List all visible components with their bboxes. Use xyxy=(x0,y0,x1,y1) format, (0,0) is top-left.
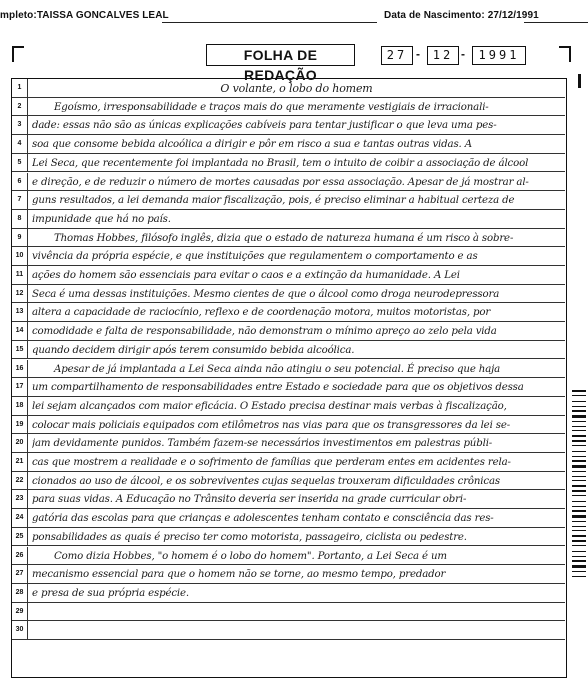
essay-text: Apesar de já implantada a Lei Seca ainda não atingiu o seu potencial. É preciso que haja xyxy=(54,363,501,375)
essay-line xyxy=(12,565,565,584)
line-number: 23 xyxy=(12,490,28,508)
line-number: 11 xyxy=(12,266,28,284)
essay-line xyxy=(12,79,565,98)
essay-line xyxy=(12,98,565,117)
line-number: 25 xyxy=(12,528,28,546)
essay-line xyxy=(12,135,565,154)
essay-line xyxy=(12,285,565,304)
essay-text: altera a capacidade de raciocínio, reflexo e de coordenação motora, muitos motoristas, por xyxy=(32,307,491,319)
essay-text: Egoísmo, irresponsabilidade e traços mais do que meramente vestigiais de irracionali- xyxy=(54,101,489,113)
essay-line xyxy=(12,528,565,547)
essay-text: ponsabilidades as quais é preciso ter como motorista, passageiro, ciclista ou pedestre. xyxy=(32,531,467,543)
line-number: 3 xyxy=(12,116,28,134)
date-day-box: 27 xyxy=(381,46,413,65)
line-number: 19 xyxy=(12,416,28,434)
essay-text: comodidade e falta de responsabilidade, não demonstram o mínimo apreço ao zelo pela vida xyxy=(32,326,497,338)
essay-line xyxy=(12,472,565,491)
essay-text: guns resultados, a lei demanda maior fiscalização, pois, é preciso eliminar a habitual certeza de xyxy=(32,195,515,207)
essay-line xyxy=(12,584,565,603)
essay-text: mecanismo essencial para que o homem não se torne, ao mesmo tempo, predador xyxy=(32,569,446,581)
line-number: 24 xyxy=(12,509,28,527)
line-number: 29 xyxy=(12,603,28,621)
essay-line xyxy=(12,416,565,435)
essay-text: Como dizia Hobbes, "o homem é o lobo do homem". Portanto, a Lei Seca é um xyxy=(54,550,447,562)
essay-line xyxy=(12,378,565,397)
essay-text: vivência da própria espécie, e que instituições que regulamentem o comportamento e as xyxy=(32,251,478,263)
essay-title: O volante, o lobo do homem xyxy=(220,82,373,95)
name-value: TAISSA GONCALVES LEAL xyxy=(36,10,169,21)
line-number: 14 xyxy=(12,322,28,340)
date-month-box: 12 xyxy=(427,46,459,65)
essay-text: Seca é uma dessas instituições. Mesmo cientes de que o álcool como droga neurodepressora xyxy=(32,288,500,300)
essay-line xyxy=(12,116,565,135)
essay-line xyxy=(12,509,565,528)
essay-line xyxy=(12,397,565,416)
essay-line xyxy=(12,266,565,285)
essay-line xyxy=(12,322,565,341)
line-number: 27 xyxy=(12,565,28,583)
line-number: 13 xyxy=(12,303,28,321)
line-number: 30 xyxy=(12,621,28,639)
line-number: 2 xyxy=(12,98,28,116)
essay-text: dade: essas não são as únicas explicações cabíveis para tentar justificar o que leva uma pes- xyxy=(32,120,497,132)
essay-line xyxy=(12,210,565,229)
essay-line xyxy=(12,173,565,192)
essay-line xyxy=(12,154,565,173)
corner-mark-right xyxy=(559,46,571,62)
birth-underline xyxy=(524,22,588,23)
form-title: FOLHA DE REDAÇÃO xyxy=(206,44,355,66)
essay-text: jam devidamente punidos. Também fazem-se necessários investimentos em palestras públi- xyxy=(32,438,493,450)
essay-text xyxy=(32,621,561,639)
line-number: 26 xyxy=(12,547,28,565)
essay-text: Thomas Hobbes, filósofo inglês, dizia que o estado de natureza humana é um risco à sobre- xyxy=(54,232,514,244)
essay-text: soa que consome bebida alcoólica a dirigir e pôr em risco a sua e tantas outras vidas. A xyxy=(32,139,472,151)
line-number: 6 xyxy=(12,173,28,191)
line-number: 16 xyxy=(12,360,28,378)
essay-text: Lei Seca, que recentemente foi implantada no Brasil, tem o intuito de coibir a associação de álcool xyxy=(32,157,529,169)
birth-value: 27/12/1991 xyxy=(487,10,539,21)
line-number: 20 xyxy=(12,434,28,452)
essay-line xyxy=(12,453,565,472)
line-number: 9 xyxy=(12,229,28,247)
essay-text: cas que mostrem a realidade e o sofrimento de famílias que perderam entes em acidentes rela- xyxy=(32,457,511,468)
essay-line xyxy=(12,547,565,566)
essay-line xyxy=(12,303,565,322)
essay-line xyxy=(12,247,565,266)
birth-label: Data de Nascimento: 27/12/1991 xyxy=(384,10,539,21)
line-number: 7 xyxy=(12,191,28,209)
line-number: 21 xyxy=(12,453,28,471)
essay-line xyxy=(12,360,565,379)
line-number: 22 xyxy=(12,472,28,490)
line-number: 17 xyxy=(12,378,28,396)
line-number: 12 xyxy=(12,285,28,303)
corner-mark-left xyxy=(12,46,24,62)
date-year-box: 1991 xyxy=(472,46,526,65)
line-number: 4 xyxy=(12,135,28,153)
name-label: mpleto:TAISSA GONCALVES LEAL xyxy=(0,10,169,21)
name-underline xyxy=(162,22,377,23)
essay-line xyxy=(12,229,565,248)
essay-text: e direção, e de reduzir o número de mortes causadas por essa associação. Apesar de já mostrar al- xyxy=(32,176,529,188)
line-number: 8 xyxy=(12,210,28,228)
essay-text: quando decidem dirigir após terem consumido bebida alcoólica. xyxy=(32,344,355,356)
essay-text: para suas vidas. A Educação no Trânsito deveria ser inserida na grade curricular obri- xyxy=(32,494,467,506)
line-number: 5 xyxy=(12,154,28,172)
essay-line xyxy=(12,490,565,509)
essay-text: lei sejam alcançados com maior eficácia. O Estado precisa destinar mais verbas à fiscalização, xyxy=(32,400,507,412)
line-number: 28 xyxy=(12,584,28,602)
essay-line xyxy=(12,621,565,640)
essay-line xyxy=(12,191,565,210)
line-number: 1 xyxy=(12,79,28,97)
line-number: 18 xyxy=(12,397,28,415)
essay-text: impunidade que há no país. xyxy=(32,213,171,225)
line-number: 15 xyxy=(12,341,28,359)
essay-line xyxy=(12,603,565,622)
essay-text xyxy=(32,603,561,621)
essay-text: cionados ao uso de álcool, e os sobreviventes cujas sequelas trouxeram dificuldades crônicas xyxy=(32,475,500,487)
essay-text: colocar mais policiais equipados com etilômetros nas vias para que os transgressores da lei se- xyxy=(32,419,511,431)
essay-line xyxy=(12,341,565,360)
barcode-icon xyxy=(572,390,586,580)
date-separator: - xyxy=(461,47,465,61)
registration-tick xyxy=(578,74,581,88)
essay-text: e presa de sua própria espécie. xyxy=(32,587,189,599)
essay-sheet xyxy=(11,78,567,678)
essay-text: gatória das escolas para que crianças e adolescentes tenham contato e consciência das res- xyxy=(32,513,494,525)
essay-text: ações do homem são essenciais para evitar o caos e a extinção da humanidade. A Lei xyxy=(32,270,460,281)
line-number: 10 xyxy=(12,247,28,265)
essay-line xyxy=(12,434,565,453)
essay-text: um compartilhamento de responsabilidades entre Estado e sociedade para que os objetivos dessa xyxy=(32,382,524,394)
date-separator: - xyxy=(416,47,420,61)
